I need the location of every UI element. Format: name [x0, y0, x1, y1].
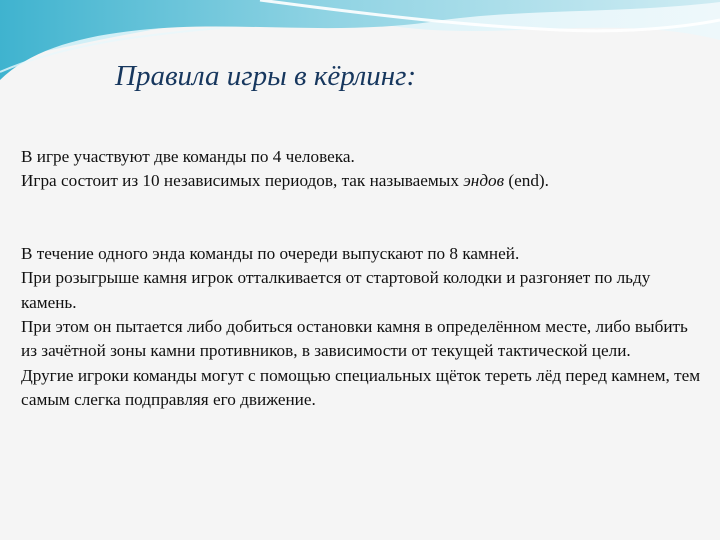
rule-delivery: При розыгрыше камня игрок отталкивается от стартовой колодки и разгоняет по льду камень. — [21, 268, 651, 312]
intro-periods-text: Игра состоит из 10 независимых периодов, так называемых — [21, 171, 464, 191]
intro-line-periods — [21, 169, 701, 193]
rule-goal: При этом он пытается либо добиться остановки камня в определённом месте, либо выбить из зачётной зоны камни противников, в зависимости от текущей тактической цели. — [21, 317, 688, 361]
term-ends: эндов — [463, 171, 505, 191]
intro-periods-suffix: (end). — [504, 171, 549, 191]
intro-line-teams: В игре участвуют две команды по 4 человека. — [21, 147, 355, 166]
slide-title: Правила игры в кёрлинг: — [115, 60, 417, 92]
rule-sweeping: Другие игроки команды могут с помощью специальных щёток тереть лёд перед камнем, тем самым слегка подправляя его движение. — [21, 365, 701, 409]
rule-stones-per-end: В течение одного энда команды по очереди выпускают по 8 камней. — [21, 244, 520, 264]
paragraph-gap — [21, 194, 701, 243]
slide-body — [21, 145, 701, 412]
